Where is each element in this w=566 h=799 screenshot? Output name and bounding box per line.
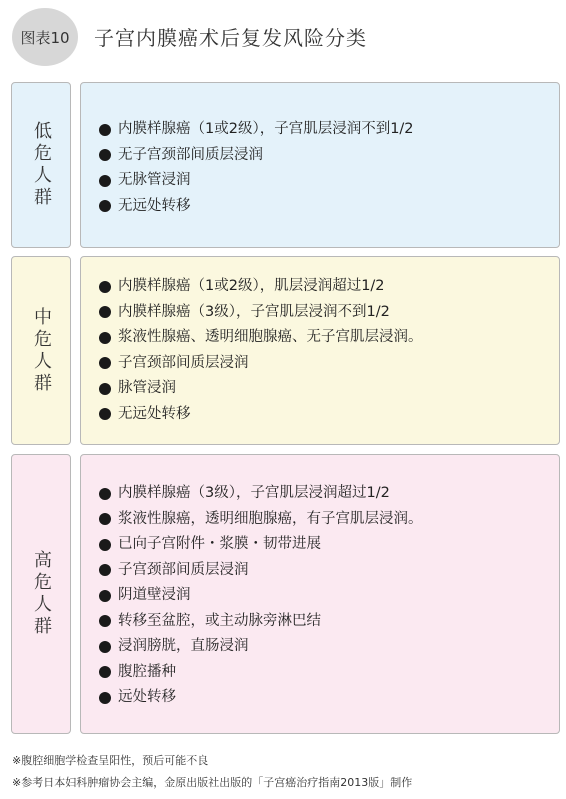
bullet-icon: [99, 666, 111, 678]
bullet-icon: [99, 200, 111, 212]
criteria-item: 浆液性腺癌、透明细胞腺癌、无子宫肌层浸润。: [99, 325, 551, 351]
risk-group-high: [11, 454, 560, 734]
criteria-item: 内膜样腺癌（1或2级），子宫肌层浸润不到1/2: [99, 117, 551, 143]
risk-group-medium: [11, 256, 560, 445]
risk-criteria-box: [80, 454, 560, 734]
criteria-item: 无脉管浸润: [99, 168, 551, 194]
risk-group-label-box: [11, 256, 71, 445]
criteria-item: 腹腔播种: [99, 660, 551, 686]
bullet-icon: [99, 692, 111, 704]
criteria-list: [99, 274, 551, 427]
criteria-item: 子宫颈部间质层浸润: [99, 558, 551, 584]
criteria-item: 子宫颈部间质层浸润: [99, 351, 551, 377]
criteria-list: [99, 481, 551, 711]
bullet-icon: [99, 124, 111, 136]
risk-group-label: 低危人群: [31, 121, 52, 209]
bullet-icon: [99, 513, 111, 525]
risk-group-label: 中危人群: [31, 306, 52, 395]
criteria-item: 无子宫颈部间质层浸润: [99, 143, 551, 169]
criteria-item: 脉管浸润: [99, 376, 551, 402]
footnotes: [12, 750, 412, 794]
footnote: ※参考日本妇科肿瘤协会主编，金原出版社出版的「子宫癌治疗指南2013版」制作: [12, 776, 413, 789]
footnote: ※腹腔细胞学检查呈阳性，预后可能不良: [12, 754, 209, 767]
criteria-item: 浸润膀胱，直肠浸润: [99, 634, 551, 660]
bullet-icon: [99, 590, 111, 602]
criteria-list: [99, 117, 551, 219]
criteria-item: 内膜样腺癌（3级），子宫肌层浸润不到1/2: [99, 300, 551, 326]
risk-group-label: 高危人群: [31, 550, 52, 638]
bullet-icon: [99, 149, 111, 161]
risk-group-label-box: [11, 82, 71, 248]
bullet-icon: [99, 357, 111, 369]
criteria-item: 已向子宫附件・浆膜・韧带进展: [99, 532, 551, 558]
bullet-icon: [99, 539, 111, 551]
bullet-icon: [99, 383, 111, 395]
criteria-item: 远处转移: [99, 685, 551, 711]
criteria-item: 无远处转移: [99, 402, 551, 428]
criteria-item: 浆液性腺癌，透明细胞腺癌，有子宫肌层浸润。: [99, 507, 551, 533]
risk-group-label-box: [11, 454, 71, 734]
bullet-icon: [99, 306, 111, 318]
risk-group-low: [11, 82, 560, 248]
criteria-item: 阴道壁浸润: [99, 583, 551, 609]
criteria-item: 内膜样腺癌（1或2级），肌层浸润超过1/2: [99, 274, 551, 300]
figure-title: 子宫内膜癌术后复发风险分类: [94, 26, 367, 50]
bullet-icon: [99, 281, 111, 293]
risk-criteria-box: [80, 256, 560, 445]
bullet-icon: [99, 175, 111, 187]
risk-criteria-box: [80, 82, 560, 248]
criteria-item: 转移至盆腔，或主动脉旁淋巴结: [99, 609, 551, 635]
criteria-item: 无远处转移: [99, 194, 551, 220]
bullet-icon: [99, 408, 111, 420]
bullet-icon: [99, 615, 111, 627]
bullet-icon: [99, 641, 111, 653]
criteria-item: 内膜样腺癌（3级），子宫肌层浸润超过1/2: [99, 481, 551, 507]
bullet-icon: [99, 332, 111, 344]
bullet-icon: [99, 488, 111, 500]
figure-number-badge: 图表10: [12, 8, 78, 66]
bullet-icon: [99, 564, 111, 576]
figure-header: [12, 8, 552, 66]
